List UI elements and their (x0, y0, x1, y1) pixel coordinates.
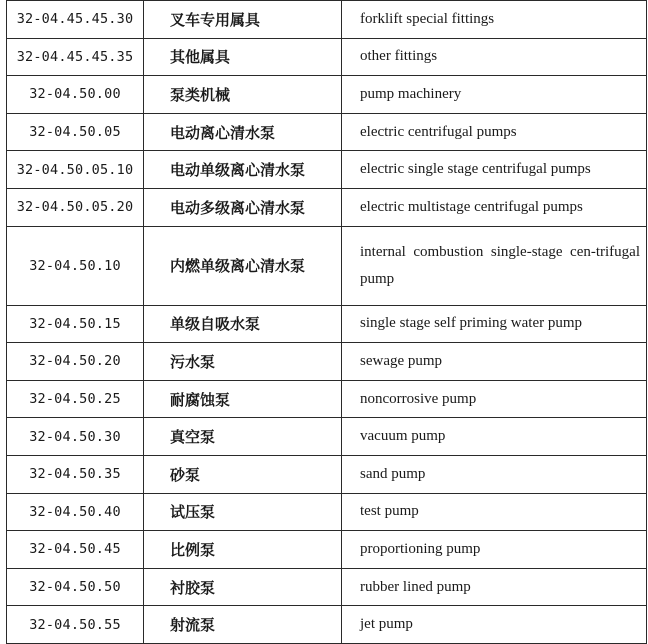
row-english-term: pump machinery (342, 76, 647, 114)
row-code: 32-04.50.00 (7, 76, 144, 114)
row-code: 32-04.50.40 (7, 493, 144, 531)
table-row (7, 568, 647, 606)
row-chinese-term: 衬胶泵 (144, 568, 342, 606)
row-code: 32-04.50.05 (7, 113, 144, 151)
row-code: 32-04.50.50 (7, 568, 144, 606)
row-code: 32-04.50.10 (7, 226, 144, 305)
terminology-table (6, 0, 647, 644)
row-english-term: vacuum pump (342, 418, 647, 456)
row-english-term: electric single stage centrifugal pumps (342, 151, 647, 189)
row-code: 32-04.45.45.30 (7, 1, 144, 39)
row-chinese-term: 试压泵 (144, 493, 342, 531)
row-chinese-term: 其他属具 (144, 38, 342, 76)
table-row (7, 76, 647, 114)
table-row (7, 151, 647, 189)
row-code: 32-04.50.35 (7, 455, 144, 493)
row-code: 32-04.50.20 (7, 343, 144, 381)
row-english-term: other fittings (342, 38, 647, 76)
row-english-term: sand pump (342, 455, 647, 493)
row-chinese-term: 电动离心清水泵 (144, 113, 342, 151)
row-english-term: proportioning pump (342, 531, 647, 569)
table-row (7, 493, 647, 531)
row-english-term: noncorrosive pump (342, 380, 647, 418)
row-chinese-term: 污水泵 (144, 343, 342, 381)
row-code: 32-04.50.15 (7, 305, 144, 343)
row-chinese-term: 单级自吸水泵 (144, 305, 342, 343)
row-chinese-term: 比例泵 (144, 531, 342, 569)
row-chinese-term: 电动单级离心清水泵 (144, 151, 342, 189)
row-english-term: electric centrifugal pumps (342, 113, 647, 151)
row-code: 32-04.50.05.10 (7, 151, 144, 189)
row-english-term: single stage self priming water pump (342, 305, 647, 343)
table-row (7, 226, 647, 305)
row-english-term: electric multistage centrifugal pumps (342, 188, 647, 226)
row-english-term: jet pump (342, 606, 647, 644)
table-row (7, 305, 647, 343)
table-row (7, 380, 647, 418)
row-code: 32-04.50.30 (7, 418, 144, 456)
row-english-term: sewage pump (342, 343, 647, 381)
table-row (7, 113, 647, 151)
row-code: 32-04.50.55 (7, 606, 144, 644)
table-row (7, 418, 647, 456)
row-code: 32-04.50.45 (7, 531, 144, 569)
row-chinese-term: 砂泵 (144, 455, 342, 493)
row-code: 32-04.50.05.20 (7, 188, 144, 226)
row-english-term: rubber lined pump (342, 568, 647, 606)
row-code: 32-04.45.45.35 (7, 38, 144, 76)
row-chinese-term: 叉车专用属具 (144, 1, 342, 39)
row-english-term: internal combustion single-stage cen-trifugal pump (342, 226, 647, 305)
row-chinese-term: 内燃单级离心清水泵 (144, 226, 342, 305)
table-row (7, 606, 647, 644)
row-code: 32-04.50.25 (7, 380, 144, 418)
table-row (7, 455, 647, 493)
row-chinese-term: 真空泵 (144, 418, 342, 456)
table-row (7, 531, 647, 569)
table-row (7, 188, 647, 226)
row-english-term: forklift special fittings (342, 1, 647, 39)
table-row (7, 38, 647, 76)
table-row (7, 1, 647, 39)
row-chinese-term: 耐腐蚀泵 (144, 380, 342, 418)
row-chinese-term: 泵类机械 (144, 76, 342, 114)
row-english-term: test pump (342, 493, 647, 531)
table-row (7, 343, 647, 381)
row-chinese-term: 电动多级离心清水泵 (144, 188, 342, 226)
row-chinese-term: 射流泵 (144, 606, 342, 644)
